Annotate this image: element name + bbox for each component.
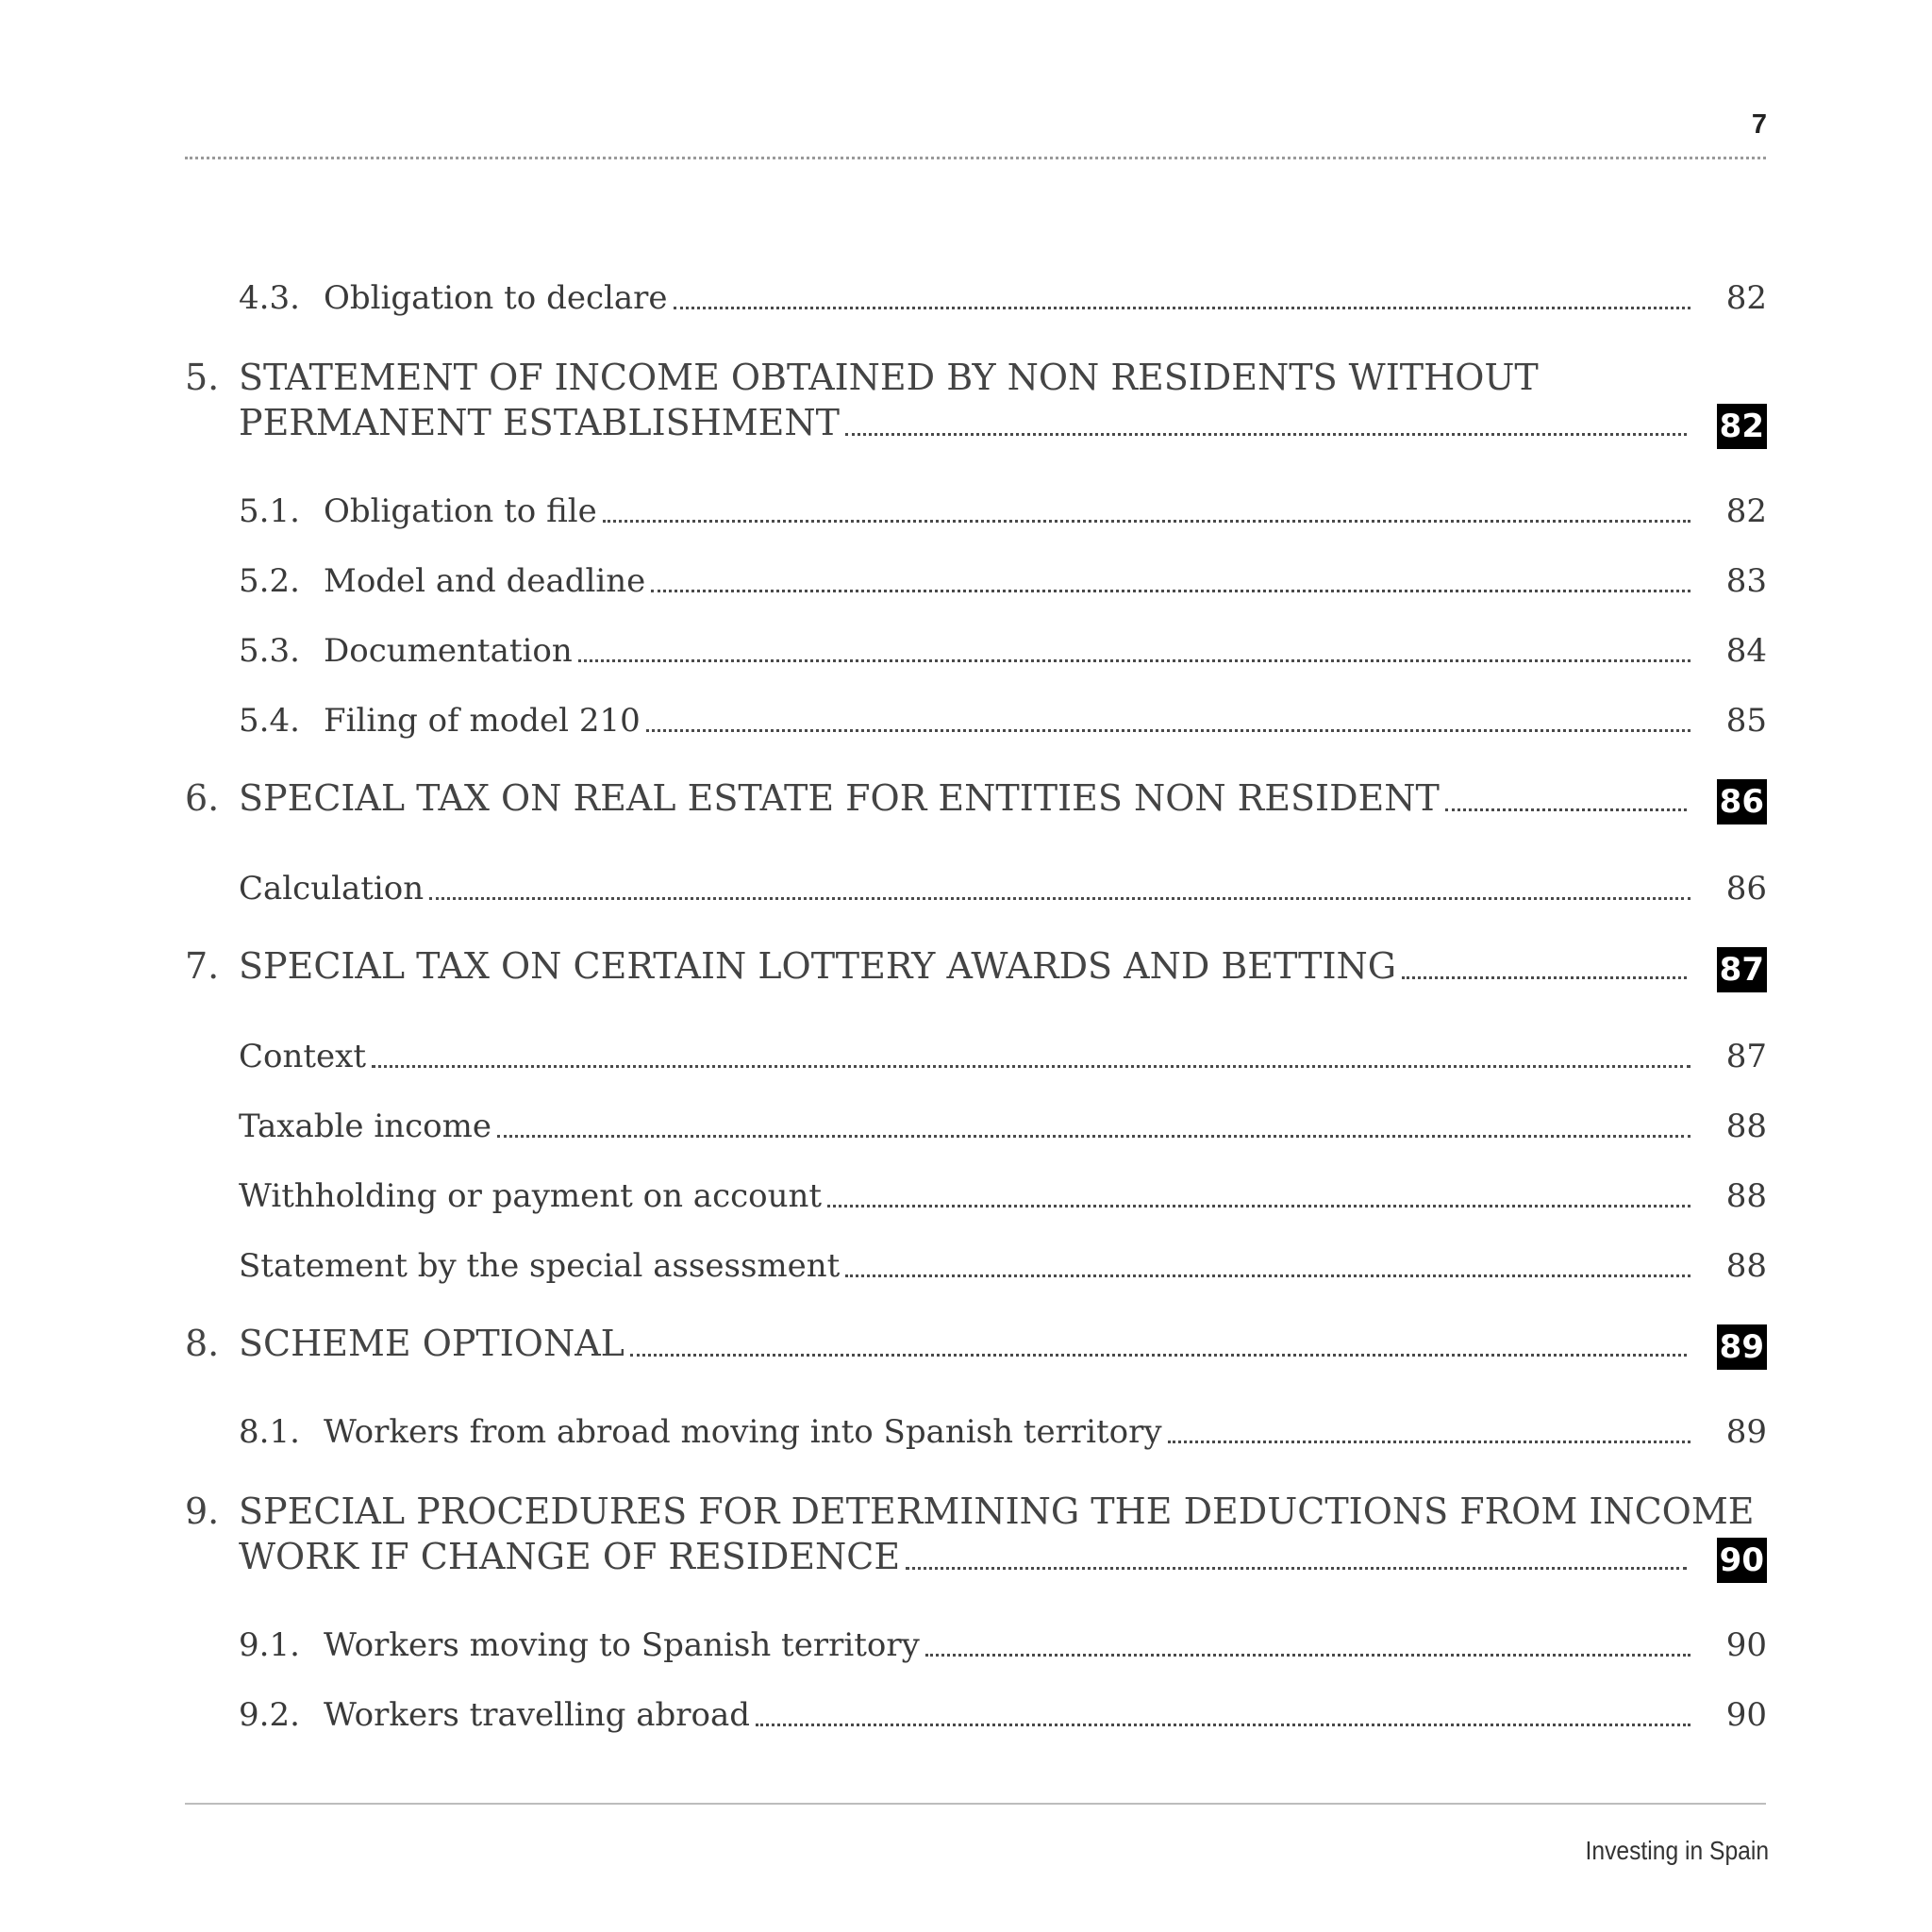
dot-leader: [827, 1205, 1690, 1208]
toc-entry-title: Obligation to declare: [324, 279, 668, 317]
toc-entry-number: 5.2.: [239, 562, 300, 600]
dot-leader: [1168, 1441, 1690, 1443]
toc-entry-context[interactable]: [0, 1030, 1932, 1075]
toc-entry-page: 84: [1725, 632, 1767, 670]
toc-section-page-badge: 89: [1717, 1324, 1767, 1370]
toc-entry-number: 8.1.: [239, 1413, 300, 1451]
toc-section-page-badge: 82: [1717, 404, 1767, 449]
toc-section-page-badge: 90: [1717, 1538, 1767, 1583]
dot-leader: [497, 1135, 1690, 1138]
page-number: 7: [1751, 109, 1767, 140]
toc-entry-number: 4.3.: [239, 279, 300, 317]
toc-section-title: SCHEME OPTIONAL: [239, 1323, 625, 1364]
toc-entry-9-2[interactable]: [0, 1689, 1932, 1734]
toc-section-number: 5.: [185, 357, 220, 398]
toc-entry-page: 83: [1725, 562, 1767, 600]
toc-section-title-line2: WORK IF CHANGE OF RESIDENCE: [239, 1536, 901, 1577]
toc-section-title-line1: SPECIAL PROCEDURES FOR DETERMINING THE DEDUCTIONS FROM INCOME: [239, 1491, 1755, 1532]
dot-leader: [646, 729, 1690, 732]
toc-section-6[interactable]: [0, 770, 1932, 819]
toc-entry-taxable-income[interactable]: [0, 1100, 1932, 1145]
toc-entry-8-1[interactable]: [0, 1406, 1932, 1451]
toc-entry-5-3[interactable]: [0, 625, 1932, 670]
toc-entry-title: Obligation to file: [324, 492, 597, 530]
toc-section-9-line1[interactable]: [0, 1483, 1932, 1532]
toc-entry-title: Context: [239, 1038, 367, 1075]
toc-section-8[interactable]: [0, 1315, 1932, 1364]
toc-section-title-line2: PERMANENT ESTABLISHMENT: [239, 402, 841, 443]
toc-section-7[interactable]: [0, 938, 1932, 987]
toc-section-number: 6.: [185, 777, 220, 819]
toc-section-title: SPECIAL TAX ON REAL ESTATE FOR ENTITIES NON RESIDENT: [239, 777, 1440, 819]
toc-entry-4-3[interactable]: [0, 272, 1932, 317]
toc-entry-number: 9.2.: [239, 1696, 300, 1734]
dot-leader: [925, 1654, 1690, 1657]
footer-rule: [185, 1803, 1766, 1805]
toc-entry-page: 88: [1725, 1247, 1767, 1285]
toc-entry-title: Filing of model 210: [324, 702, 641, 740]
toc-entry-special-assessment[interactable]: [0, 1240, 1932, 1285]
toc-entry-calculation[interactable]: [0, 862, 1932, 908]
toc-entry-page: 82: [1725, 279, 1767, 317]
toc-section-page-badge: 87: [1717, 947, 1767, 992]
toc-entry-number: 9.1.: [239, 1626, 300, 1664]
dot-leader: [578, 659, 1690, 662]
toc-section-5-line1[interactable]: [0, 349, 1932, 398]
dot-leader: [1402, 976, 1687, 979]
toc-entry-page: 85: [1725, 702, 1767, 740]
toc-section-number: 7.: [185, 945, 220, 987]
dot-leader: [372, 1065, 1690, 1068]
toc-entry-number: 5.1.: [239, 492, 300, 530]
toc-entry-page: 88: [1725, 1108, 1767, 1145]
dot-leader: [630, 1354, 1687, 1357]
dot-leader: [603, 520, 1690, 523]
toc-entry-5-4[interactable]: [0, 694, 1932, 740]
toc-entry-title: Workers travelling abroad: [324, 1696, 750, 1734]
toc-entry-number: 5.3.: [239, 632, 300, 670]
toc-entry-title: Workers moving to Spanish territory: [324, 1626, 920, 1664]
toc-entry-5-1[interactable]: [0, 485, 1932, 530]
footer-publication-title: Investing in Spain: [1585, 1836, 1769, 1865]
dot-leader: [756, 1724, 1690, 1726]
toc-entry-title: Model and deadline: [324, 562, 646, 600]
dot-leader: [845, 1274, 1690, 1277]
toc-entry-title: Taxable income: [239, 1108, 491, 1145]
toc-entry-page: 88: [1725, 1177, 1767, 1215]
toc-entry-title: Documentation: [324, 632, 573, 670]
dot-leader: [429, 897, 1690, 900]
toc-section-number: 9.: [185, 1491, 220, 1532]
toc-entry-withholding[interactable]: [0, 1170, 1932, 1215]
toc-entry-9-1[interactable]: [0, 1619, 1932, 1664]
toc-section-page-badge: 86: [1717, 779, 1767, 824]
toc-entry-title: Calculation: [239, 870, 425, 908]
toc-entry-page: 82: [1725, 492, 1767, 530]
toc-entry-title: Withholding or payment on account: [239, 1177, 823, 1215]
toc-entry-page: 87: [1725, 1038, 1767, 1075]
dot-leader: [845, 433, 1687, 436]
dot-leader: [674, 307, 1690, 309]
dot-leader: [651, 590, 1690, 592]
toc-section-title-line1: STATEMENT OF INCOME OBTAINED BY NON RESIDENTS WITHOUT: [239, 357, 1539, 398]
toc-section-title: SPECIAL TAX ON CERTAIN LOTTERY AWARDS AND BETTING: [239, 945, 1397, 987]
toc-entry-5-2[interactable]: [0, 555, 1932, 600]
dot-leader: [1445, 808, 1687, 811]
toc-section-9[interactable]: [0, 1528, 1932, 1577]
toc-section-5[interactable]: [0, 394, 1932, 443]
toc-entry-title: Statement by the special assessment: [239, 1247, 841, 1285]
toc-entry-page: 90: [1725, 1696, 1767, 1734]
toc-entry-page: 86: [1725, 870, 1767, 908]
toc-entry-number: 5.4.: [239, 702, 300, 740]
toc-entry-title: Workers from abroad moving into Spanish territory: [324, 1413, 1162, 1451]
toc-section-number: 8.: [185, 1323, 220, 1364]
toc-entry-page: 90: [1725, 1626, 1767, 1664]
toc-entry-page: 89: [1725, 1413, 1767, 1451]
dot-leader: [906, 1567, 1687, 1570]
